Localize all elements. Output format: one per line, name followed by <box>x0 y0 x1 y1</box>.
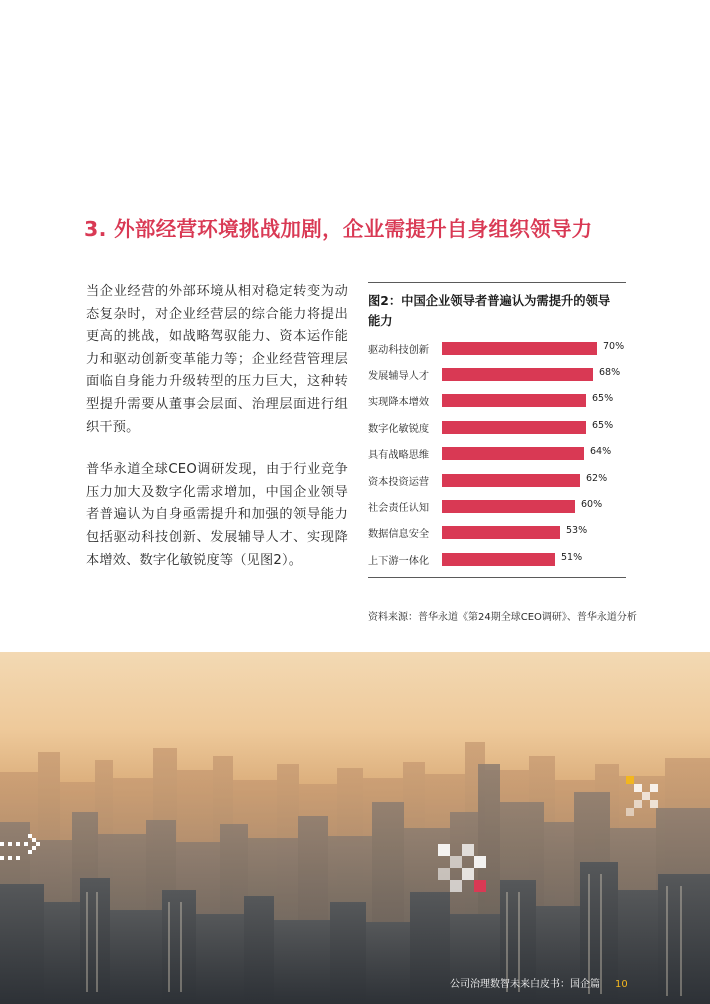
figure-2 <box>368 282 626 578</box>
bar-track <box>442 367 621 381</box>
bar-row <box>368 361 626 387</box>
bar-value-label: 51% <box>561 551 583 563</box>
bar-track <box>442 472 608 487</box>
bar-category-label: 资本投资运营 <box>368 476 430 488</box>
bar-row <box>368 546 626 572</box>
bar-value-label: 60% <box>581 499 603 511</box>
city-skyline-photo <box>0 652 710 1004</box>
bar-chart <box>368 335 626 573</box>
bar <box>442 447 584 460</box>
bar-category-label: 数字化敏锐度 <box>368 423 430 435</box>
bar <box>442 368 593 381</box>
bar-row <box>368 335 626 361</box>
figure-top-rule <box>368 282 626 283</box>
bar <box>442 474 580 487</box>
bar-track <box>442 551 583 566</box>
page-number: 10 <box>615 979 628 990</box>
bar-value-label: 70% <box>603 340 625 352</box>
bar-value-label: 64% <box>590 446 612 458</box>
body-paragraph-2: 普华永道全球CEO调研发现，由于行业竞争压力加大及数字化需求增加，中国企业领导者普遍认为自身亟需提升和加强的领导能力包括驱动科技创新、发展辅导人才、实现降本增效、数字化敏锐度等（见图2）。 <box>86 462 348 568</box>
bar <box>442 342 597 355</box>
bar-row <box>368 520 626 546</box>
bar <box>442 394 586 407</box>
bar-category-label: 具有战略思维 <box>368 450 430 462</box>
figure-bottom-rule <box>368 577 626 578</box>
body-paragraph-1: 当企业经营的外部环境从相对稳定转变为动态复杂时，对企业经营层的综合能力将提出更高的挑战，如战略驾驭能力、资本运作能力和驱动创新变革能力等；企业经营管理层面临自身能力升级转型的压力巨大，这种转型提升需要从董事会层面、治理层面进行组织干预。 <box>86 284 348 435</box>
bar-category-label: 驱动科技创新 <box>368 344 430 356</box>
bar-row <box>368 493 626 519</box>
bar-row <box>368 388 626 414</box>
bar-category-label: 数据信息安全 <box>368 529 430 541</box>
bar-value-label: 53% <box>566 525 588 537</box>
bar-track <box>442 446 612 460</box>
bar-row <box>368 414 626 440</box>
bar-value-label: 65% <box>592 419 614 431</box>
figure-title: 图2：中国企业领导者普遍认为需提升的领导能力 <box>368 294 611 328</box>
bar-category-label: 社会责任认知 <box>368 503 430 515</box>
bar-category-label: 实现降本增效 <box>368 397 430 409</box>
bar-value-label: 62% <box>586 472 608 484</box>
footer-title: 公司治理数智未来白皮书：国企篇 <box>450 979 600 990</box>
bar-track <box>442 340 625 355</box>
bar-track <box>442 419 614 434</box>
bar-track <box>442 499 603 513</box>
bar-row <box>368 467 626 493</box>
bar <box>442 526 560 539</box>
bar-category-label: 发展辅导人才 <box>368 371 430 383</box>
bar <box>442 421 586 434</box>
bar-track <box>442 525 588 539</box>
section-title: 3. 外部经营环境挑战加剧，企业需提升自身组织领导力 <box>84 217 593 241</box>
bar-value-label: 68% <box>599 367 621 379</box>
bar <box>442 553 555 566</box>
skyline-illustration <box>0 652 710 1004</box>
body-text <box>86 281 348 572</box>
bar-row <box>368 441 626 467</box>
figure-source: 资料来源：普华永道《第24期全球CEO调研》、普华永道分析 <box>368 612 637 623</box>
bar-value-label: 65% <box>592 393 614 405</box>
bar <box>442 500 575 513</box>
bar-category-label: 上下游一体化 <box>368 555 430 567</box>
bar-track <box>442 393 614 407</box>
